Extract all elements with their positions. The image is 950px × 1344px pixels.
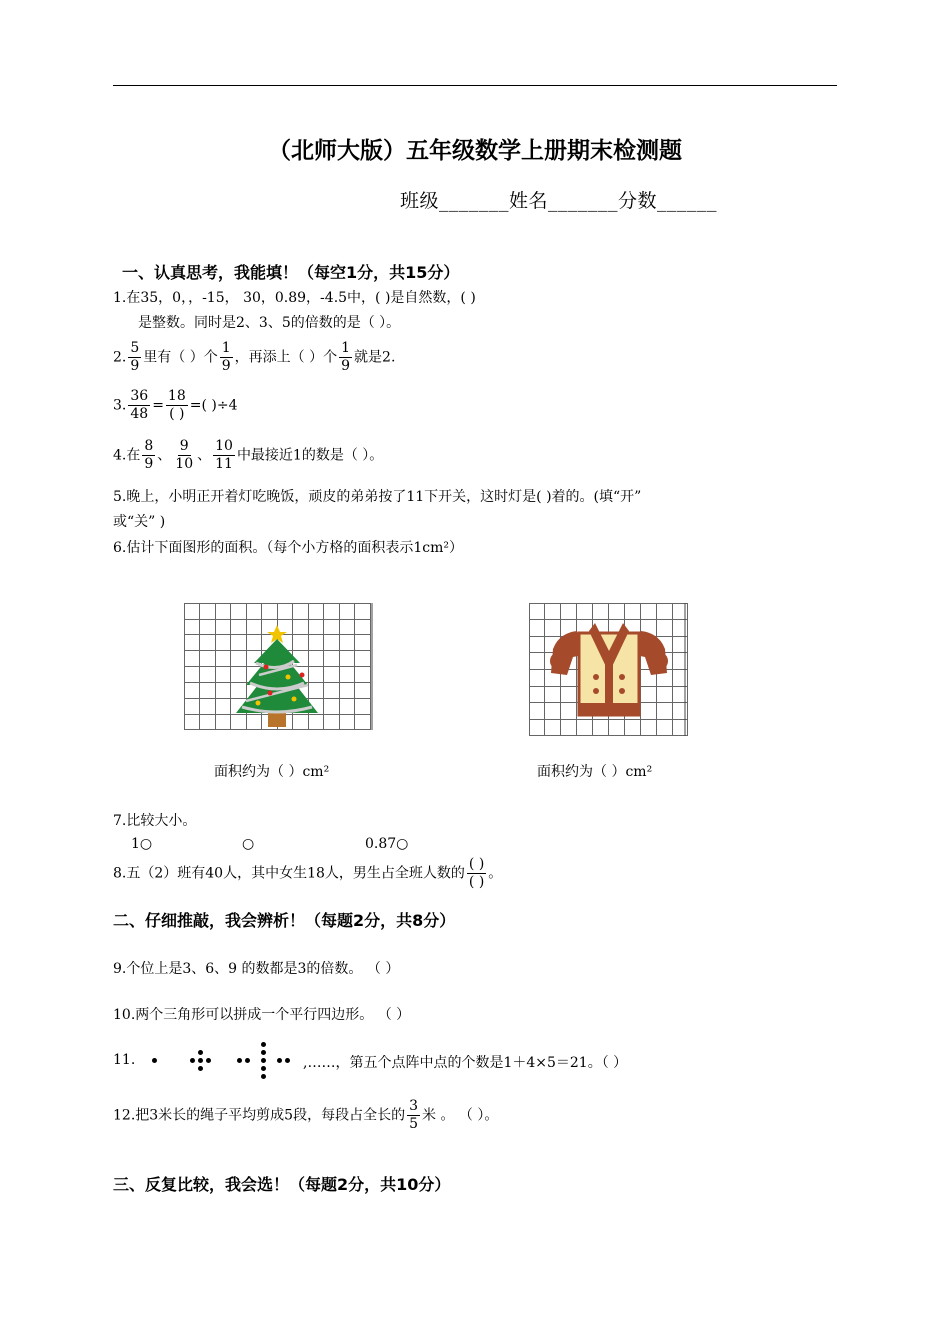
q2-fraction-1: $\frac{5}{9}$ [130,340,140,374]
q11-prefix: 11. [113,1052,136,1068]
q6-text: 6.估计下面图形的面积。（每个小方格的面积表示1cm²） [113,540,463,556]
question-4 [113,438,383,473]
jacket-grid-figure [529,603,691,739]
q12-tail: 米 。 （ ）。 [422,1107,499,1124]
top-rule [113,85,837,86]
dot [285,1058,290,1063]
q2-fraction-2: $\frac{1}{9}$ [221,340,231,374]
q5-line1: 5.晚上，小明正开着灯吃晚饭，顽皮的弟弟按了11下开关，这时灯是( )着的。(填“开” [113,489,642,505]
q8-fraction: $\frac{( )}{( )}$ [468,856,485,890]
q2-prefix: 2. [113,349,127,366]
dot [261,1042,266,1047]
q2-fraction-3: $\frac{1}{9}$ [341,340,351,374]
q4-fraction-3: $\frac{10}{11}$ [215,438,233,472]
section2-heading: 二、仔细推敲，我会辨析！（每题2分，共8分） [113,911,456,930]
dot [152,1058,157,1063]
q3-fraction-2: $\frac{18}{( )}$ [167,388,186,422]
q4-fraction-1: $\frac{8}{9}$ [144,438,154,472]
page-title: （北师大版）五年级数学上册期末检测题 [268,138,682,164]
q2-text-1: 里有（ ）个 [143,349,218,366]
q8-tail: 。 [488,865,503,882]
christmas-tree-icon [236,625,318,727]
q12-text: 12.把3米长的绳子平均剪成5段，每段占全长的 [113,1107,406,1124]
q7-title: 7.比较大小。 [113,813,197,829]
q4-prefix: 4.在 [113,447,141,464]
dot [261,1066,266,1071]
dot [277,1058,282,1063]
section1-heading: 一、认真思考，我能填！（每空1分，共15分） [122,263,460,282]
q3-equals: = [152,397,164,414]
q3-tail: =( )÷4 [189,397,238,414]
section3-heading: 三、反复比较，我会选！（每题2分，共10分） [113,1175,451,1194]
jacket-icon [550,623,668,715]
q2-text-3: 就是2. [354,349,396,366]
dot [198,1050,203,1055]
question-3 [113,388,238,423]
q2-text-2: ，再添上（ ）个 [234,349,338,366]
dot [206,1058,211,1063]
student-info-line: 班级_______姓名_______分数______ [400,190,718,212]
dot-pattern-figure [150,1040,300,1084]
q4-sep-1: 、 [157,447,172,464]
tree-grid-figure [184,603,374,733]
dot [245,1058,250,1063]
dot [198,1066,203,1071]
dot [261,1050,266,1055]
q5-line2: 或“关” ) [113,514,166,530]
q3-fraction-1: $\frac{36}{48}$ [130,388,149,422]
q7-item-2: ○ [242,836,255,852]
question-12 [113,1098,498,1133]
dot [261,1058,266,1063]
area-label-right: 面积约为（ ）cm² [537,764,653,780]
q4-sep-2: 、 [197,447,212,464]
q10-text: 10.两个三角形可以拼成一个平行四边形。 （ ） [113,1007,411,1023]
dot [261,1074,266,1079]
question-8 [113,856,502,891]
q7-item-3: 0.87○ [365,836,409,852]
question-2 [113,340,395,375]
area-label-left: 面积约为（ ）cm² [214,764,330,780]
q1-line2: 是整数。同时是2、3、5的倍数的是（ ）。 [138,315,401,331]
q4-fraction-2: $\frac{9}{10}$ [175,438,194,472]
q4-tail: 中最接近1的数是（ ）。 [236,447,384,464]
q1-line1: 1.在35，0，，-15， 30，0.89，-4.5中，( )是自然数，( ) [113,290,476,306]
q7-item-1: 1○ [131,836,153,852]
dot [237,1058,242,1063]
q8-text: 8.五（2）班有40人，其中女生18人，男生占全班人数的 [113,865,465,882]
q3-prefix: 3. [113,397,127,414]
q11-text: ,……，第五个点阵中点的个数是1＋4×5＝21。（ ） [303,1055,628,1071]
dot [198,1058,203,1063]
dot [190,1058,195,1063]
q9-text: 9.个位上是3、6、9 的数都是3的倍数。 （ ） [113,961,400,977]
q12-fraction: $\frac{3}{5}$ [409,1098,418,1132]
